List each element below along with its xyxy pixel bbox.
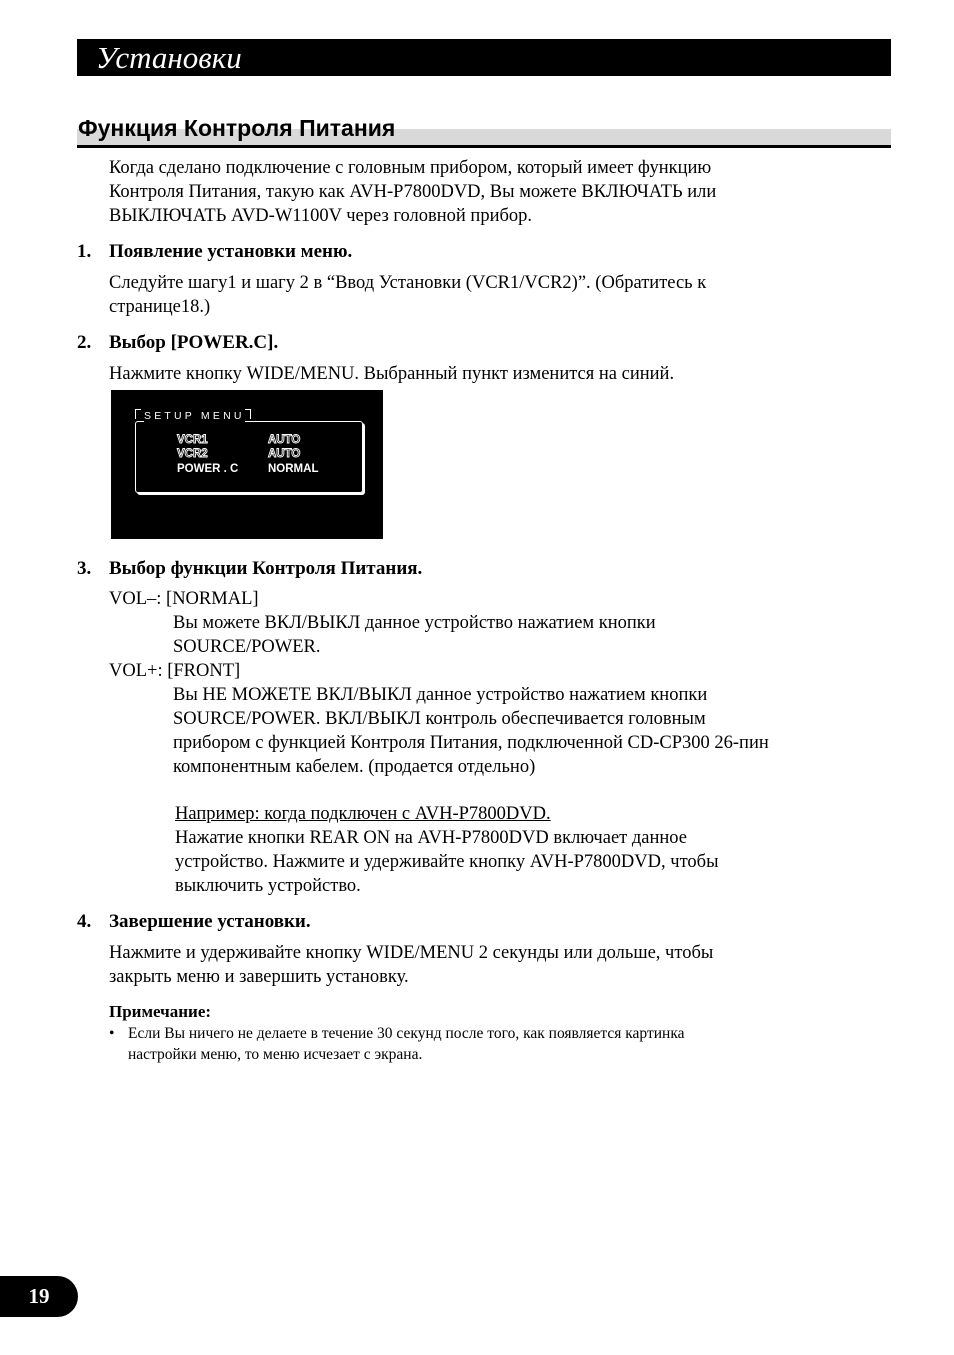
option-normal-line: SOURCE/POWER. [173,637,321,657]
menu-row-vcr2 [177,447,301,461]
step-title: Выбор функции Контроля Питания. [109,558,423,579]
menu-row-value: NORMAL [268,463,319,475]
option-front-line: компонентным кабелем. (продается отдельно) [173,757,536,777]
menu-title-bracket-left [135,409,141,419]
section-title: Функция Контроля Питания [78,115,396,141]
intro-line: Когда сделано подключение с головным прибором, который имеет функцию [109,158,712,178]
menu-row-label: POWER . C [177,463,239,475]
step-3-heading [77,557,422,581]
menu-row-power-c [177,462,319,476]
step-4-line: закрыть меню и завершить установку. [109,967,409,987]
example-line: выключить устройство. [175,876,361,896]
example-line: устройство. Нажмите и удерживайте кнопку AVH-P7800DVD, чтобы [175,852,719,872]
intro-line: Контроля Питания, такую как AVH-P7800DVD, Вы можете ВКЛЮЧАТЬ или [109,182,717,202]
menu-row-label: VCR1 [177,434,208,446]
menu-row-value: AUTO [268,448,301,460]
note-line: настройки меню, то меню исчезает с экрана. [128,1046,423,1063]
step-title: Выбор [POWER.C]. [109,332,279,353]
menu-row-label: VCR2 [177,448,208,460]
menu-title: SETUP MENU [144,410,245,422]
option-front-line: прибором с функцией Контроля Питания, подключенной CD-CP300 26-пин [173,733,769,753]
step-number: 1. [77,241,92,262]
step-number: 4. [77,911,92,932]
option-front-line: Вы НЕ МОЖЕТЕ ВКЛ/ВЫКЛ данное устройство нажатием кнопки [173,685,708,705]
step-2-heading [77,331,278,355]
step-1-line: Следуйте шагу1 и шагу 2 в “Ввод Установки (VCR1/VCR2)”. (Обратитесь к [109,273,707,293]
step-title: Появление установки меню. [109,241,353,262]
step-title: Завершение установки. [109,911,311,932]
step-1-line: странице18.) [109,297,211,317]
step-1-heading [77,240,352,264]
note-title: Примечание: [109,1002,212,1021]
section-heading-rule [77,145,891,148]
option-front-line: SOURCE/POWER. ВКЛ/ВЫКЛ контроль обеспечивается головным [173,709,706,729]
option-label-front: VOL+: [FRONT] [109,661,241,681]
step-4-heading [77,910,311,934]
step-number: 3. [77,558,92,579]
note-line: Если Вы ничего не делаете в течение 30 секунд после того, как появляется картинка [128,1025,685,1042]
setup-menu-screen [111,390,383,539]
note-bullet: • [109,1025,115,1042]
example-heading: Например: когда подключен с AVH-P7800DVD. [175,804,551,824]
menu-row-vcr1 [177,433,301,447]
intro-line: ВЫКЛЮЧАТЬ AVD-W1100V через головной прибор. [109,206,533,226]
page-number: 19 [0,1276,78,1317]
menu-row-value: AUTO [268,434,301,446]
page-header [77,39,891,76]
step-2-line: Нажмите кнопку WIDE/MENU. Выбранный пункт изменится на синий. [109,364,675,384]
step-4-line: Нажмите и удерживайте кнопку WIDE/MENU 2 секунды или дольше, чтобы [109,943,714,963]
menu-title-bracket-right [245,409,251,419]
option-label-normal: VOL–: [NORMAL] [109,589,259,609]
step-number: 2. [77,332,92,353]
menu-frame [135,421,363,493]
header-title: Установки [96,40,242,75]
option-normal-line: Вы можете ВКЛ/ВЫКЛ данное устройство нажатием кнопки [173,613,656,633]
section-heading [77,112,891,149]
example-line: Нажатие кнопки REAR ON на AVH-P7800DVD включает данное [175,828,687,848]
